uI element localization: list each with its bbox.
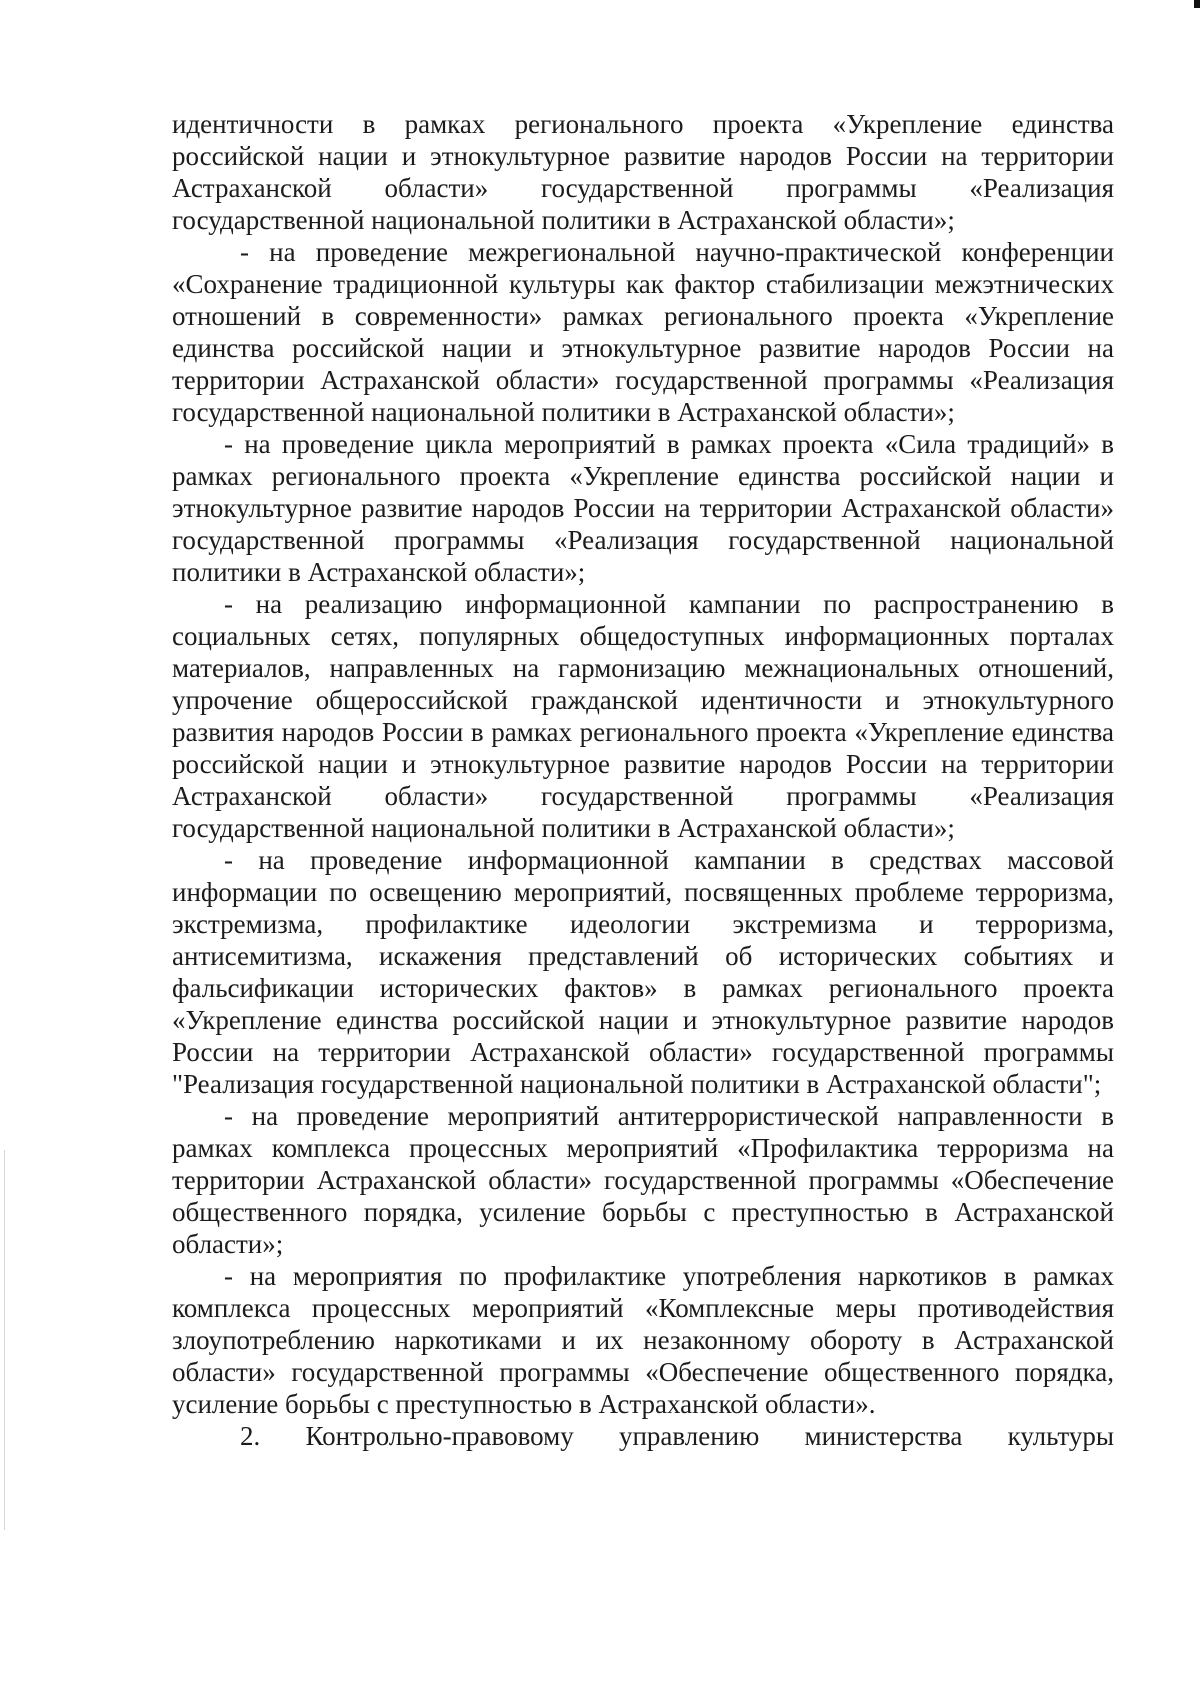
paragraph-identity-continuation: идентичности в рамках регионального проекта «Укрепление единства российской нации и этнокультурное развитие народов России на территории Астраханской области» государственной программы «Реализация государственной национальной политики в Астраханской области»; bbox=[172, 109, 1114, 235]
paragraph-conference: - на проведение межрегиональной научно-практической конференции «Сохранение традиционной культуры как фактор стабилизации межэтнических отношений в современности» рамках регионального проекта «Укрепление единства российской нации и этнокультурное развитие народов России на территории Астраханской области» государственной программы «Реализация государственной национальной политики в Астраханской области»; bbox=[172, 237, 1114, 427]
document-body bbox=[172, 108, 1114, 1452]
scan-edge-line bbox=[4, 1150, 5, 1530]
paragraph-drug-prevention: - на мероприятия по профилактике употребления наркотиков в рамках комплекса процессных мероприятий «Комплексные меры противодействия злоупотреблению наркотиками и их незаконному обороту в Астраханской области» государственной программы «Обеспечение общественного порядка, усиление борьбы с преступностью в Астраханской области». bbox=[172, 1261, 1114, 1419]
paragraph-antiterrorism: - на проведение мероприятий антитеррористической направленности в рамках комплекса процессных мероприятий «Профилактика терроризма на территории Астраханской области» государственной программы «Обеспечение общественного порядка, усиление борьбы с преступностью в Астраханской области»; bbox=[172, 1101, 1114, 1259]
paragraph-mass-media-campaign: - на проведение информационной кампании в средствах массовой информации по освещению мероприятий, посвященных проблеме терроризма, экстремизма, профилактике идеологии экстремизма и терроризма, антисемитизма, искажения представлений об исторических событиях и фальсификации исторических фактов» в рамках регионального проекта «Укрепление единства российской нации и этнокультурное развитие народов России на территории Астраханской области» государственной программы "Реализация государственной национальной политики в Астраханской области"; bbox=[172, 845, 1114, 1099]
paragraph-traditions-cycle: - на проведение цикла мероприятий в рамках проекта «Сила традиций» в рамках регионального проекта «Укрепление единства российской нации и этнокультурное развитие народов России на территории Астраханской области» государственной программы «Реализация государственной национальной политики в Астраханской области»; bbox=[172, 429, 1114, 587]
paragraph-item-2: 2. Контрольно-правовому управлению министерства культуры bbox=[240, 1421, 1114, 1451]
scan-corner-mark bbox=[1194, 0, 1200, 8]
paragraph-social-media-campaign: - на реализацию информационной кампании по распространению в социальных сетях, популярных общедоступных информационных порталах материалов, направленных на гармонизацию межнациональных отношений, упрочение общероссийской гражданской идентичности и этнокультурного развития народов России в рамках регионального проекта «Укрепление единства российской нации и этнокультурное развитие народов России на территории Астраханской области» государственной программы «Реализация государственной национальной политики в Астраханской области»; bbox=[172, 589, 1114, 843]
